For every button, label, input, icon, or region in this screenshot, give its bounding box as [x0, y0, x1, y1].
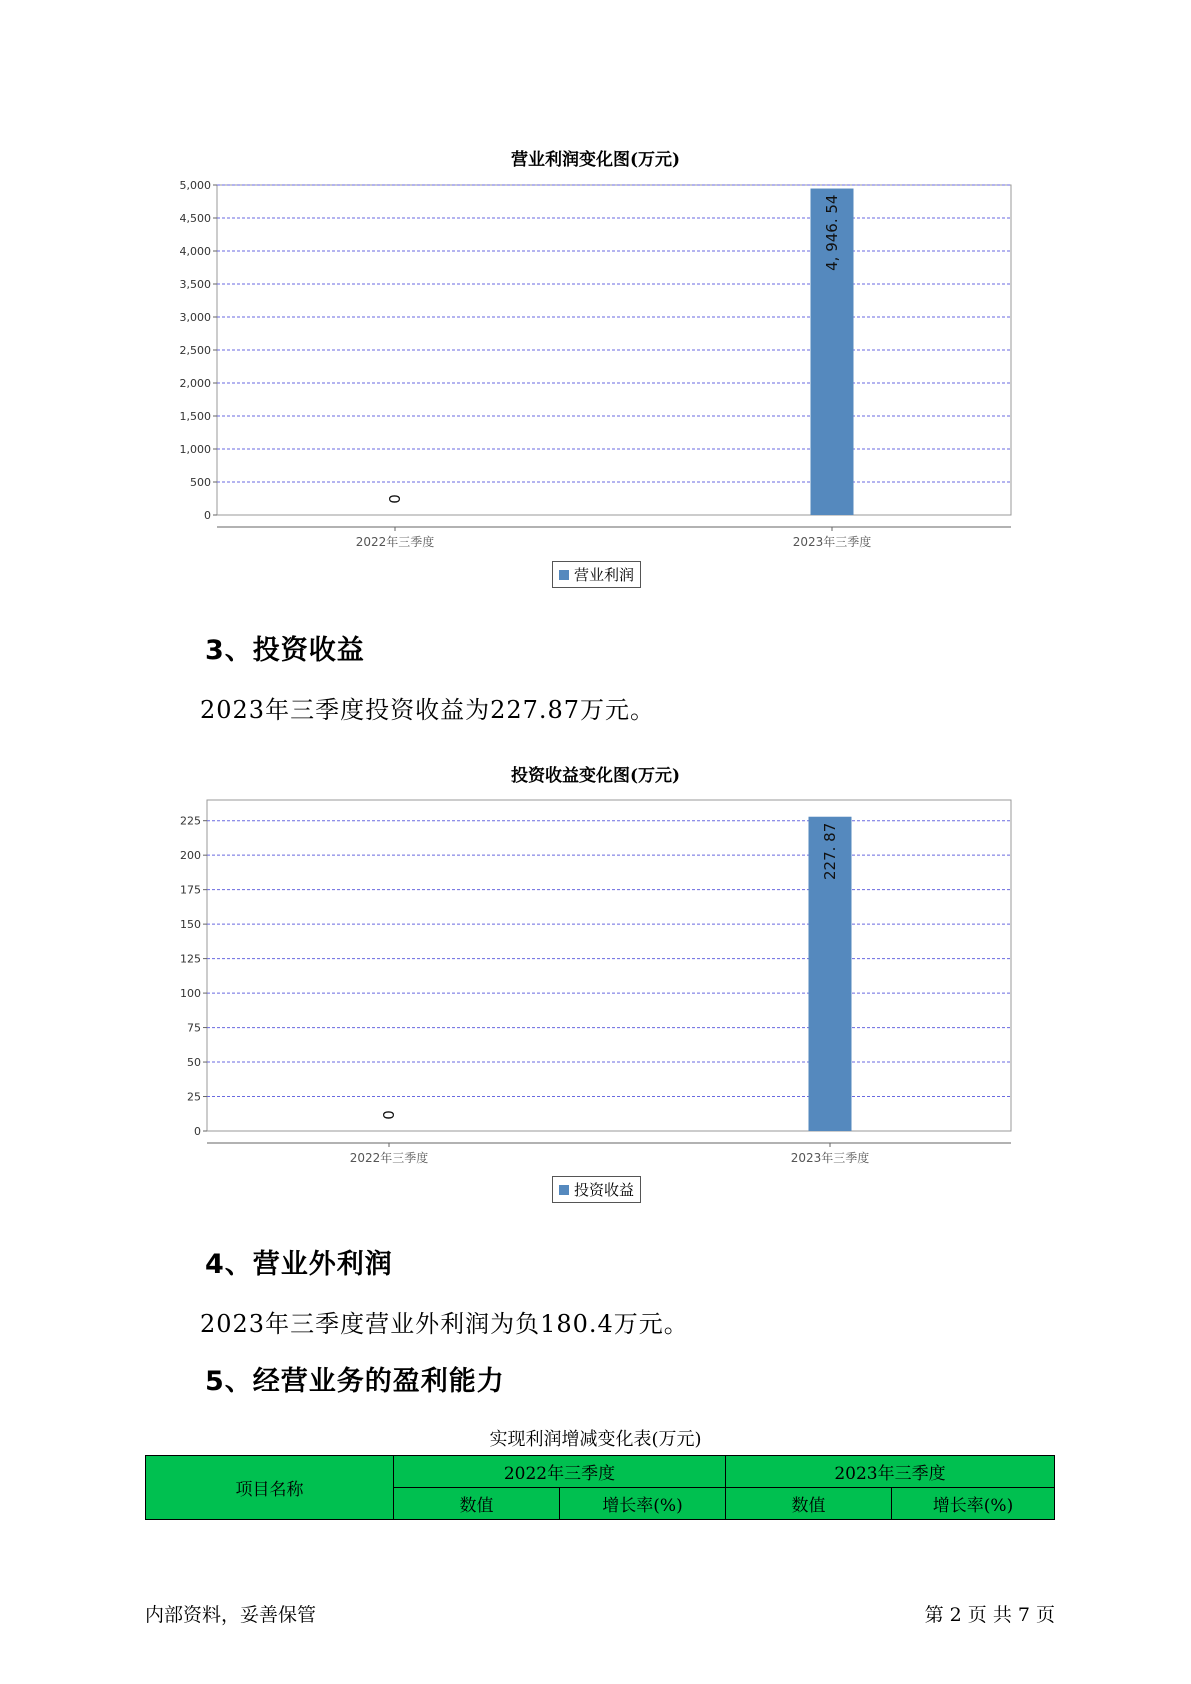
section5-heading: 5、经营业务的盈利能力 [205, 1366, 505, 1397]
section4-text: 2023年三季度营业外利润为负180.4万元。 [200, 1310, 689, 1338]
chart1-ytick-label: 2,000 [179, 377, 211, 390]
chart2-ytick-label: 150 [180, 918, 201, 932]
chart1-ytick-label: 1,500 [179, 410, 211, 423]
section3-text: 2023年三季度投资收益为227.87万元。 [200, 696, 656, 724]
chart2-ytick-label: 125 [180, 952, 201, 966]
chart1-xtick-label: 2022年三季度 [355, 535, 435, 549]
footer-page-number: 第 2 页 共 7 页 [924, 1604, 1055, 1626]
chart1-ytick-label: 0 [204, 509, 211, 522]
chart2-ytick-label: 175 [180, 883, 201, 897]
chart2-legend [552, 1176, 641, 1203]
table-header-value: 数值 [726, 1488, 892, 1520]
chart2-xtick-label: 2023年三季度 [790, 1151, 870, 1165]
chart2-xtick-label: 2022年三季度 [349, 1151, 429, 1165]
chart2-plot-area [207, 800, 1011, 1131]
chart1-ytick-label: 2,500 [179, 344, 211, 357]
table-header-growth: 增长率(%) [892, 1488, 1055, 1520]
chart1-legend-label: 营业利润 [574, 566, 635, 584]
chart1-title: 营业利润变化图(万元) [510, 150, 681, 170]
chart1-ytick-label: 3,500 [179, 278, 211, 291]
chart2-title: 投资收益变化图(万元) [510, 766, 681, 786]
section3-heading: 3、投资收益 [205, 635, 365, 666]
chart2-ytick-label: 0 [194, 1125, 201, 1138]
chart1-ytick-label: 4,500 [179, 212, 211, 225]
footer-left: 内部资料，妥善保管 [145, 1604, 317, 1626]
chart2-ytick-label: 25 [187, 1090, 201, 1104]
chart1-ytick-label: 4,000 [179, 245, 211, 258]
table-caption: 实现利润增减变化表(万元) [489, 1429, 702, 1450]
section4-heading: 4、营业外利润 [205, 1249, 393, 1280]
chart1-ytick-label: 3,000 [179, 311, 211, 324]
chart1-legend [552, 561, 641, 588]
legend-swatch [559, 1185, 569, 1195]
chart1-ytick-label: 5,000 [179, 179, 211, 192]
chart1-ytick-label: 500 [190, 476, 211, 489]
chart2-data-label: 0 [380, 1110, 398, 1120]
chart2-ytick-label: 225 [180, 814, 201, 828]
chart2-ytick-label: 75 [187, 1021, 201, 1035]
chart1-data-label: 4, 946. 54 [823, 194, 841, 271]
chart2-legend-label: 投资收益 [574, 1181, 635, 1199]
legend-swatch [559, 570, 569, 580]
chart2-ytick-label: 50 [187, 1056, 201, 1070]
table-header-period1: 2022年三季度 [394, 1456, 726, 1488]
chart1-data-label: 0 [386, 494, 404, 504]
table-header-value: 数值 [394, 1488, 560, 1520]
profit-change-table [145, 1455, 1055, 1520]
chart1-xtick-label: 2023年三季度 [792, 535, 872, 549]
chart1-ytick-label: 1,000 [179, 443, 211, 456]
table-header-period2: 2023年三季度 [726, 1456, 1055, 1488]
table-header-growth: 增长率(%) [560, 1488, 726, 1520]
chart2-ytick-label: 100 [180, 987, 201, 1001]
chart2-data-label: 227. 87 [821, 822, 839, 880]
table-header-item: 项目名称 [146, 1456, 394, 1520]
chart2-ytick-label: 200 [180, 849, 201, 863]
